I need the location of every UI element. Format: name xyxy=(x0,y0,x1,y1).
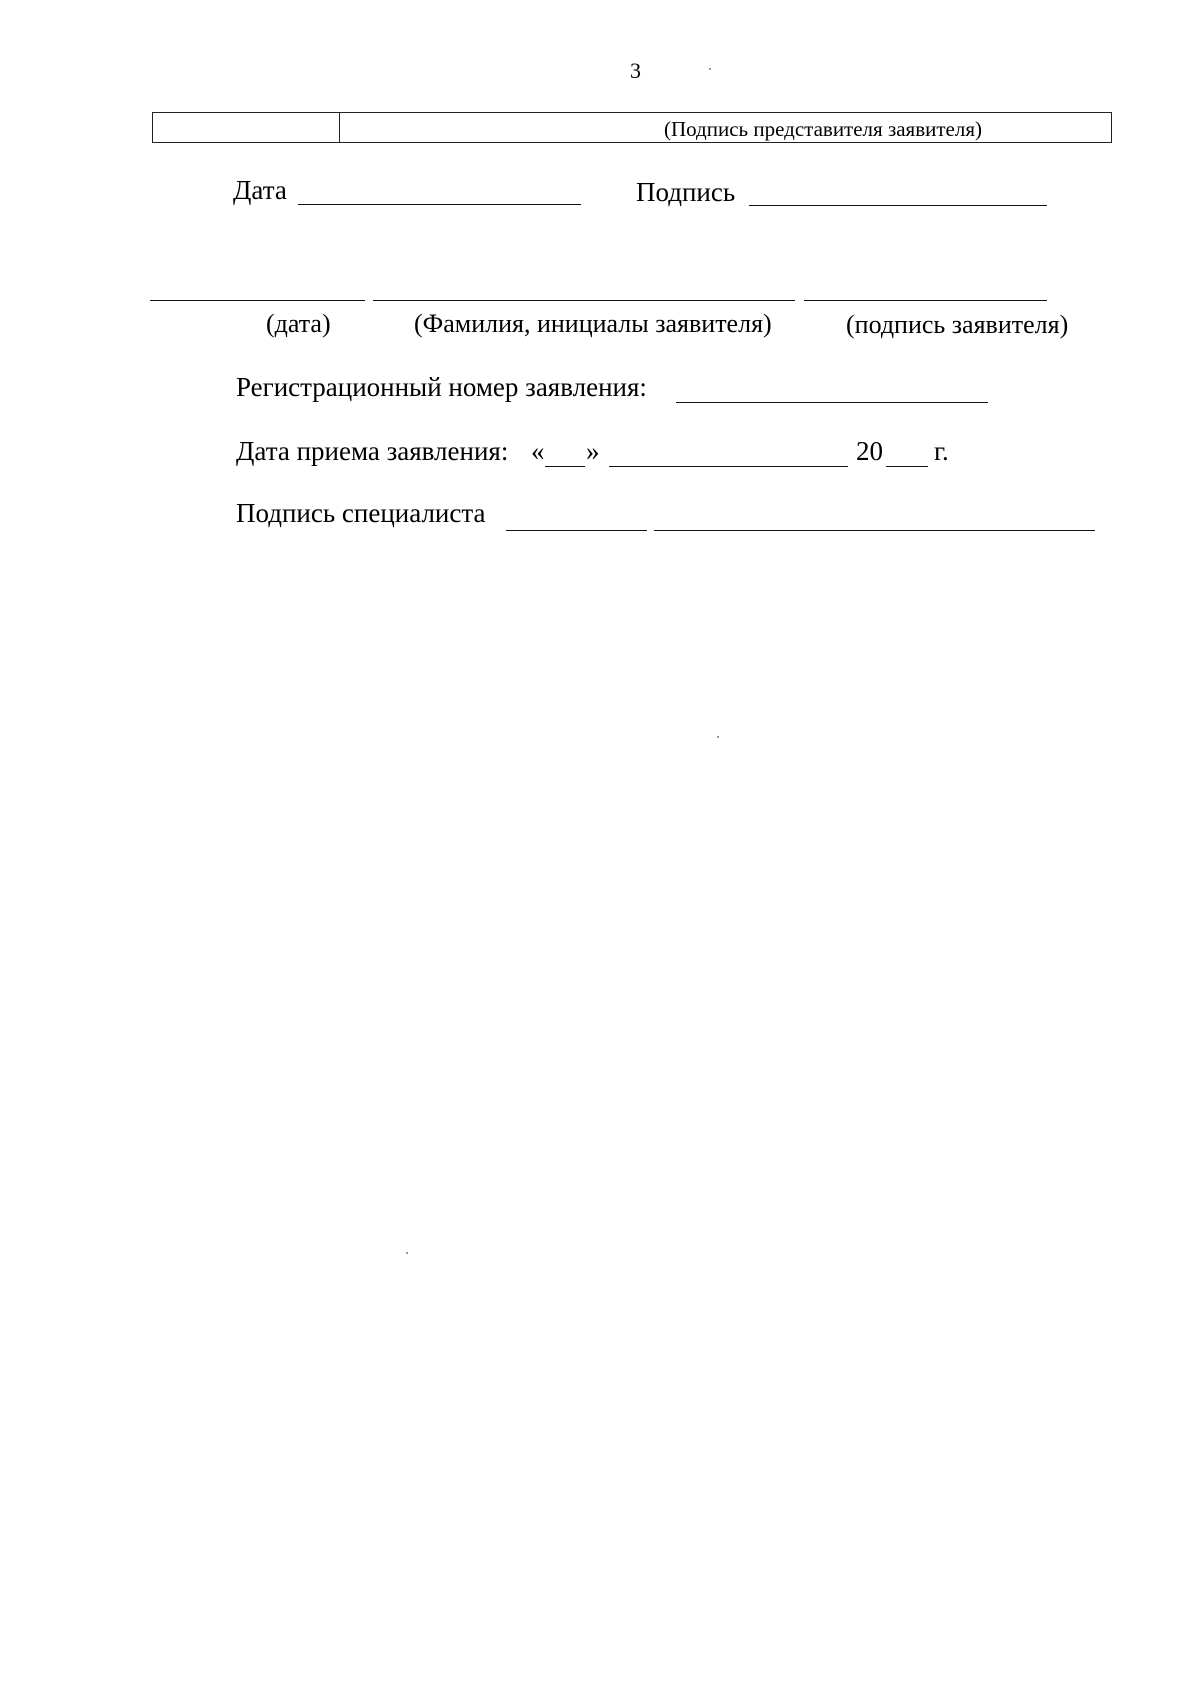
applicant-signature-line[interactable] xyxy=(804,300,1047,301)
specialist-signature-label: Подпись специалиста xyxy=(236,498,486,528)
date-label: Дата xyxy=(233,175,287,205)
quote-open: « xyxy=(531,436,545,466)
receipt-year-line[interactable] xyxy=(886,466,928,467)
specialist-name-line[interactable] xyxy=(654,530,1095,531)
scan-speck xyxy=(717,736,719,738)
receipt-month-line[interactable] xyxy=(609,466,848,467)
quote-close: » xyxy=(586,436,600,466)
page-number: 3 xyxy=(630,58,641,83)
applicant-date-line[interactable] xyxy=(150,300,365,301)
caption-applicant-name: (Фамилия, инициалы заявителя) xyxy=(414,309,772,338)
registration-number-label: Регистрационный номер заявления: xyxy=(236,372,647,402)
specialist-signature-line[interactable] xyxy=(506,530,647,531)
year-suffix: г. xyxy=(934,436,949,466)
signature-label: Подпись xyxy=(636,177,736,207)
registration-number-line[interactable] xyxy=(676,402,988,403)
receipt-date-label: Дата приема заявления: xyxy=(236,436,509,466)
scan-speck xyxy=(709,68,711,70)
caption-applicant-signature: (подпись заявителя) xyxy=(846,310,1069,339)
scan-speck xyxy=(406,1252,408,1254)
receipt-day-line[interactable] xyxy=(545,466,585,467)
signature-blank-line[interactable] xyxy=(749,205,1047,206)
year-prefix: 20 xyxy=(856,436,883,466)
caption-date: (дата) xyxy=(266,309,331,338)
applicant-name-line[interactable] xyxy=(373,300,795,301)
date-blank-line[interactable] xyxy=(298,204,581,205)
representative-signature-caption: (Подпись представителя заявителя) xyxy=(664,117,983,141)
table-column-divider xyxy=(339,112,340,143)
